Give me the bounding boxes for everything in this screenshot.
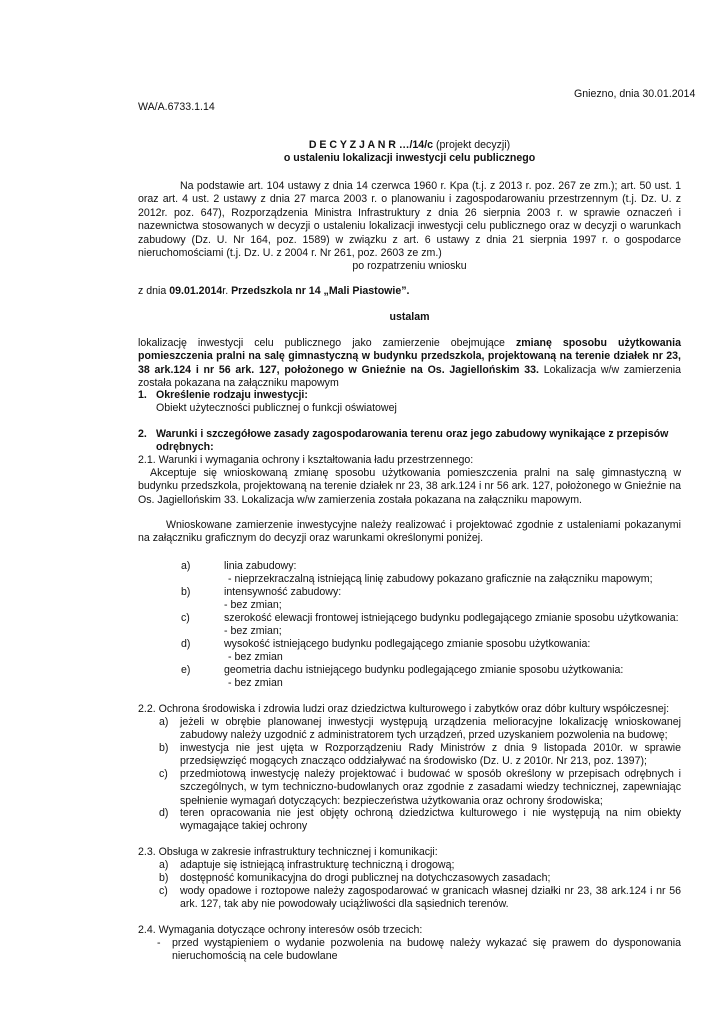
s21-item-value: - bez zmian bbox=[228, 651, 283, 663]
s23-item-letter: b) bbox=[159, 872, 169, 884]
s22-item-text: inwestycja nie jest ujęta w Rozporządzeniu Rady Ministrów z dnia 9 listopada 2010r. w sprawie przedsięwzięć mogących znacząco oddziaływać na środowisko (Dz. U. z 2010r. Nr 213, poz. 1397); bbox=[180, 742, 681, 768]
s21-item-value: - nieprzekraczalną istniejącą linię zabudowy pokazano graficznie na załączniku mapowym; bbox=[228, 573, 653, 585]
after-review: po rozpatrzeniu wniosku bbox=[352, 260, 467, 272]
legal-basis: Na podstawie art. 104 ustawy z dnia 14 czerwca 1960 r. Kpa (t.j. z 2013 r. poz. 267 ze zm.); art. 50 ust. 1 oraz art. 4 ust. 2 ustawy z dnia 27 marca 2003 r. o planowaniu i zagospodarowaniu przestrzennym (t.j. Dz. U. z 2012r. poz. 647), Rozporządzenia Ministra Infrastruktury z dnia 26 sierpnia 2003 r. w sprawie oznaczeń i nazewnictwa stosowanych w decyzji o ustaleniu lokalizacji inwestycji celu publicznego oraz w decyzji o warunkach zabudowy (Dz. U. Nr 164, poz. 1589) w związku z art. 6 ustawy z dnia 21 sierpnia 1997 r. o gospodarce nieruchomościami (t.j. Dz. U. z 2004 r. Nr 261, poz. 2603 ze zm.) bbox=[138, 180, 681, 260]
s22-item-letter: d) bbox=[159, 807, 169, 819]
s22-item-text: teren opracowania nie jest objęty ochroną dziedzictwa kulturowego i nie występują na nim obiekty wymagające takiej ochrony bbox=[180, 807, 681, 833]
s23-item-text: adaptuje się istniejącą infrastrukturę techniczną i drogową; bbox=[180, 859, 455, 871]
s22-item-letter: b) bbox=[159, 742, 169, 754]
s22-item-letter: c) bbox=[159, 768, 168, 780]
location-end: Lokalizacja w/w zamierzenia została pokazana na załączniku mapowym bbox=[138, 363, 681, 390]
place-date: Gniezno, dnia 30.01.2014 bbox=[574, 88, 696, 100]
s23-item-letter: c) bbox=[159, 885, 168, 897]
request-r: r. bbox=[222, 285, 232, 297]
s21-item-value: - bez zmian; bbox=[224, 625, 282, 637]
s21-item-label: wysokość istniejącego budynku podlegającego zmianie sposobu użytkowania: bbox=[224, 638, 591, 650]
decision-subject: o ustaleniu lokalizacji inwestycji celu publicznego bbox=[283, 152, 536, 164]
s24-item-bullet: - bbox=[157, 937, 161, 949]
s21-item-letter: b) bbox=[181, 586, 191, 598]
ustalam-heading: ustalam bbox=[389, 311, 430, 323]
s21-item-value: - bez zmian bbox=[228, 677, 283, 689]
s21-paragraph1: Akceptuje się wnioskowaną zmianę sposobu użytkowania pomieszczenia pralni na salę gimnastyczną w budynku przedszkola, projektowaną na terenie działek nr 23, 38 ark.124 i nr 56 ark. 127, położonego w Gnieźnie na Os. Jagiellońskim 33. Lokalizacja w/w zamierzenia została pokazana na załączniku mapowym. bbox=[138, 467, 681, 506]
request-applicant: Przedszkola nr 14 „Mali Piastowie”. bbox=[231, 285, 410, 297]
section1-text: Obiekt użyteczności publicznej o funkcji oświatowej bbox=[156, 402, 397, 414]
s21-item-letter: e) bbox=[181, 664, 191, 676]
section1-title: Określenie rodzaju inwestycji: bbox=[156, 389, 308, 401]
s22-item-text: jeżeli w obrębie planowanej inwestycji występują urządzenia melioracyjne lokalizację wnioskowanej zabudowy należy uzgodnić z administratorem tych urządzeń, przed uzyskaniem pozwolenia na budowę; bbox=[180, 716, 681, 742]
location-bold: zmianę sposobu użytkowania pomieszczenia pralni na salę gimnastyczną w budynku przedszkola, projektowaną na terenie działek nr 23, 38 ark.124 i nr 56 ark. 127, położonego w Gnieźnie na Os. Jagiellońskim 33. bbox=[138, 337, 681, 376]
s21-paragraph2: Wnioskowane zamierzenie inwestycyjne należy realizować i projektować zgodnie z ustaleniami pokazanymi na załączniku graficznym do decyzji oraz warunkami określonymi poniżej. bbox=[138, 519, 681, 545]
section2-number: 2. bbox=[138, 428, 147, 440]
s22-heading: 2.2. Ochrona środowiska i zdrowia ludzi oraz dziedzictwa kulturowego i zabytków oraz dóbr kultury współczesnej: bbox=[138, 703, 670, 715]
section2-title: Warunki i szczegółowe zasady zagospodarowania terenu oraz jego zabudowy wynikające z przepisów odrębnych: bbox=[156, 428, 669, 454]
request-line bbox=[138, 285, 410, 298]
decision-number: D E C Y Z J A N R …/14/c bbox=[308, 139, 434, 151]
s21-item-label: intensywność zabudowy: bbox=[224, 586, 342, 598]
s24-heading: 2.4. Wymagania dotyczące ochrony interesów osób trzecich: bbox=[138, 924, 423, 936]
s21-heading: 2.1. Warunki i wymagania ochrony i kształtowania ładu przestrzennego: bbox=[138, 454, 474, 466]
s21-item-label: geometria dachu istniejącego budynku podlegającego zmianie sposobu użytkowania: bbox=[224, 664, 624, 676]
decision-note: (projekt decyzji) bbox=[433, 139, 511, 151]
s23-item-letter: a) bbox=[159, 859, 169, 871]
s22-item-text: przedmiotową inwestycję należy projektować i budować w sposób określony w przepisach odrębnych i szczególnych, w tym techniczno-budowlanych oraz zgodnie z zasadami wiedzy technicznej, zapewniając spełnienie wymagań dotyczących: bezpieczeństwa użytkowania oraz ochrony środowiska; bbox=[180, 768, 681, 807]
s21-item-label: szerokość elewacji frontowej istniejącego budynku podlegającego zmianie sposobu użytkowania: bbox=[224, 612, 679, 624]
s21-item-label: linia zabudowy: bbox=[224, 560, 297, 572]
request-prefix: z dnia bbox=[138, 285, 170, 297]
s21-item-letter: d) bbox=[181, 638, 191, 650]
s23-heading: 2.3. Obsługa w zakresie infrastruktury technicznej i komunikacji: bbox=[138, 846, 438, 858]
reference-number: WA/A.6733.1.14 bbox=[138, 101, 215, 113]
request-date: 09.01.2014 bbox=[169, 285, 223, 297]
location-text: lokalizację inwestycji celu publicznego jako zamierzenie obejmujące bbox=[138, 337, 516, 349]
s22-item-letter: a) bbox=[159, 716, 169, 728]
location-paragraph bbox=[138, 337, 681, 391]
s23-item-text: dostępność komunikacyjna do drogi publicznej na dotychczasowych zasadach; bbox=[180, 872, 551, 884]
s21-item-letter: c) bbox=[181, 612, 190, 624]
section1-number: 1. bbox=[138, 389, 147, 401]
s21-item-value: - bez zmian; bbox=[224, 599, 282, 611]
s24-item-text: przed wystąpieniem o wydanie pozwolenia na budowę należy wykazać się prawem do dysponowania nieruchomością na cele budowlane bbox=[172, 937, 681, 963]
decision-title bbox=[138, 139, 681, 152]
s21-item-letter: a) bbox=[181, 560, 191, 572]
s23-item-text: wody opadowe i roztopowe należy zagospodarować w granicach własnej działki nr 23, 38 ark.124 i nr 56 ark. 127, tak aby nie powodowały uciążliwości dla sąsiednich terenów. bbox=[180, 885, 681, 911]
